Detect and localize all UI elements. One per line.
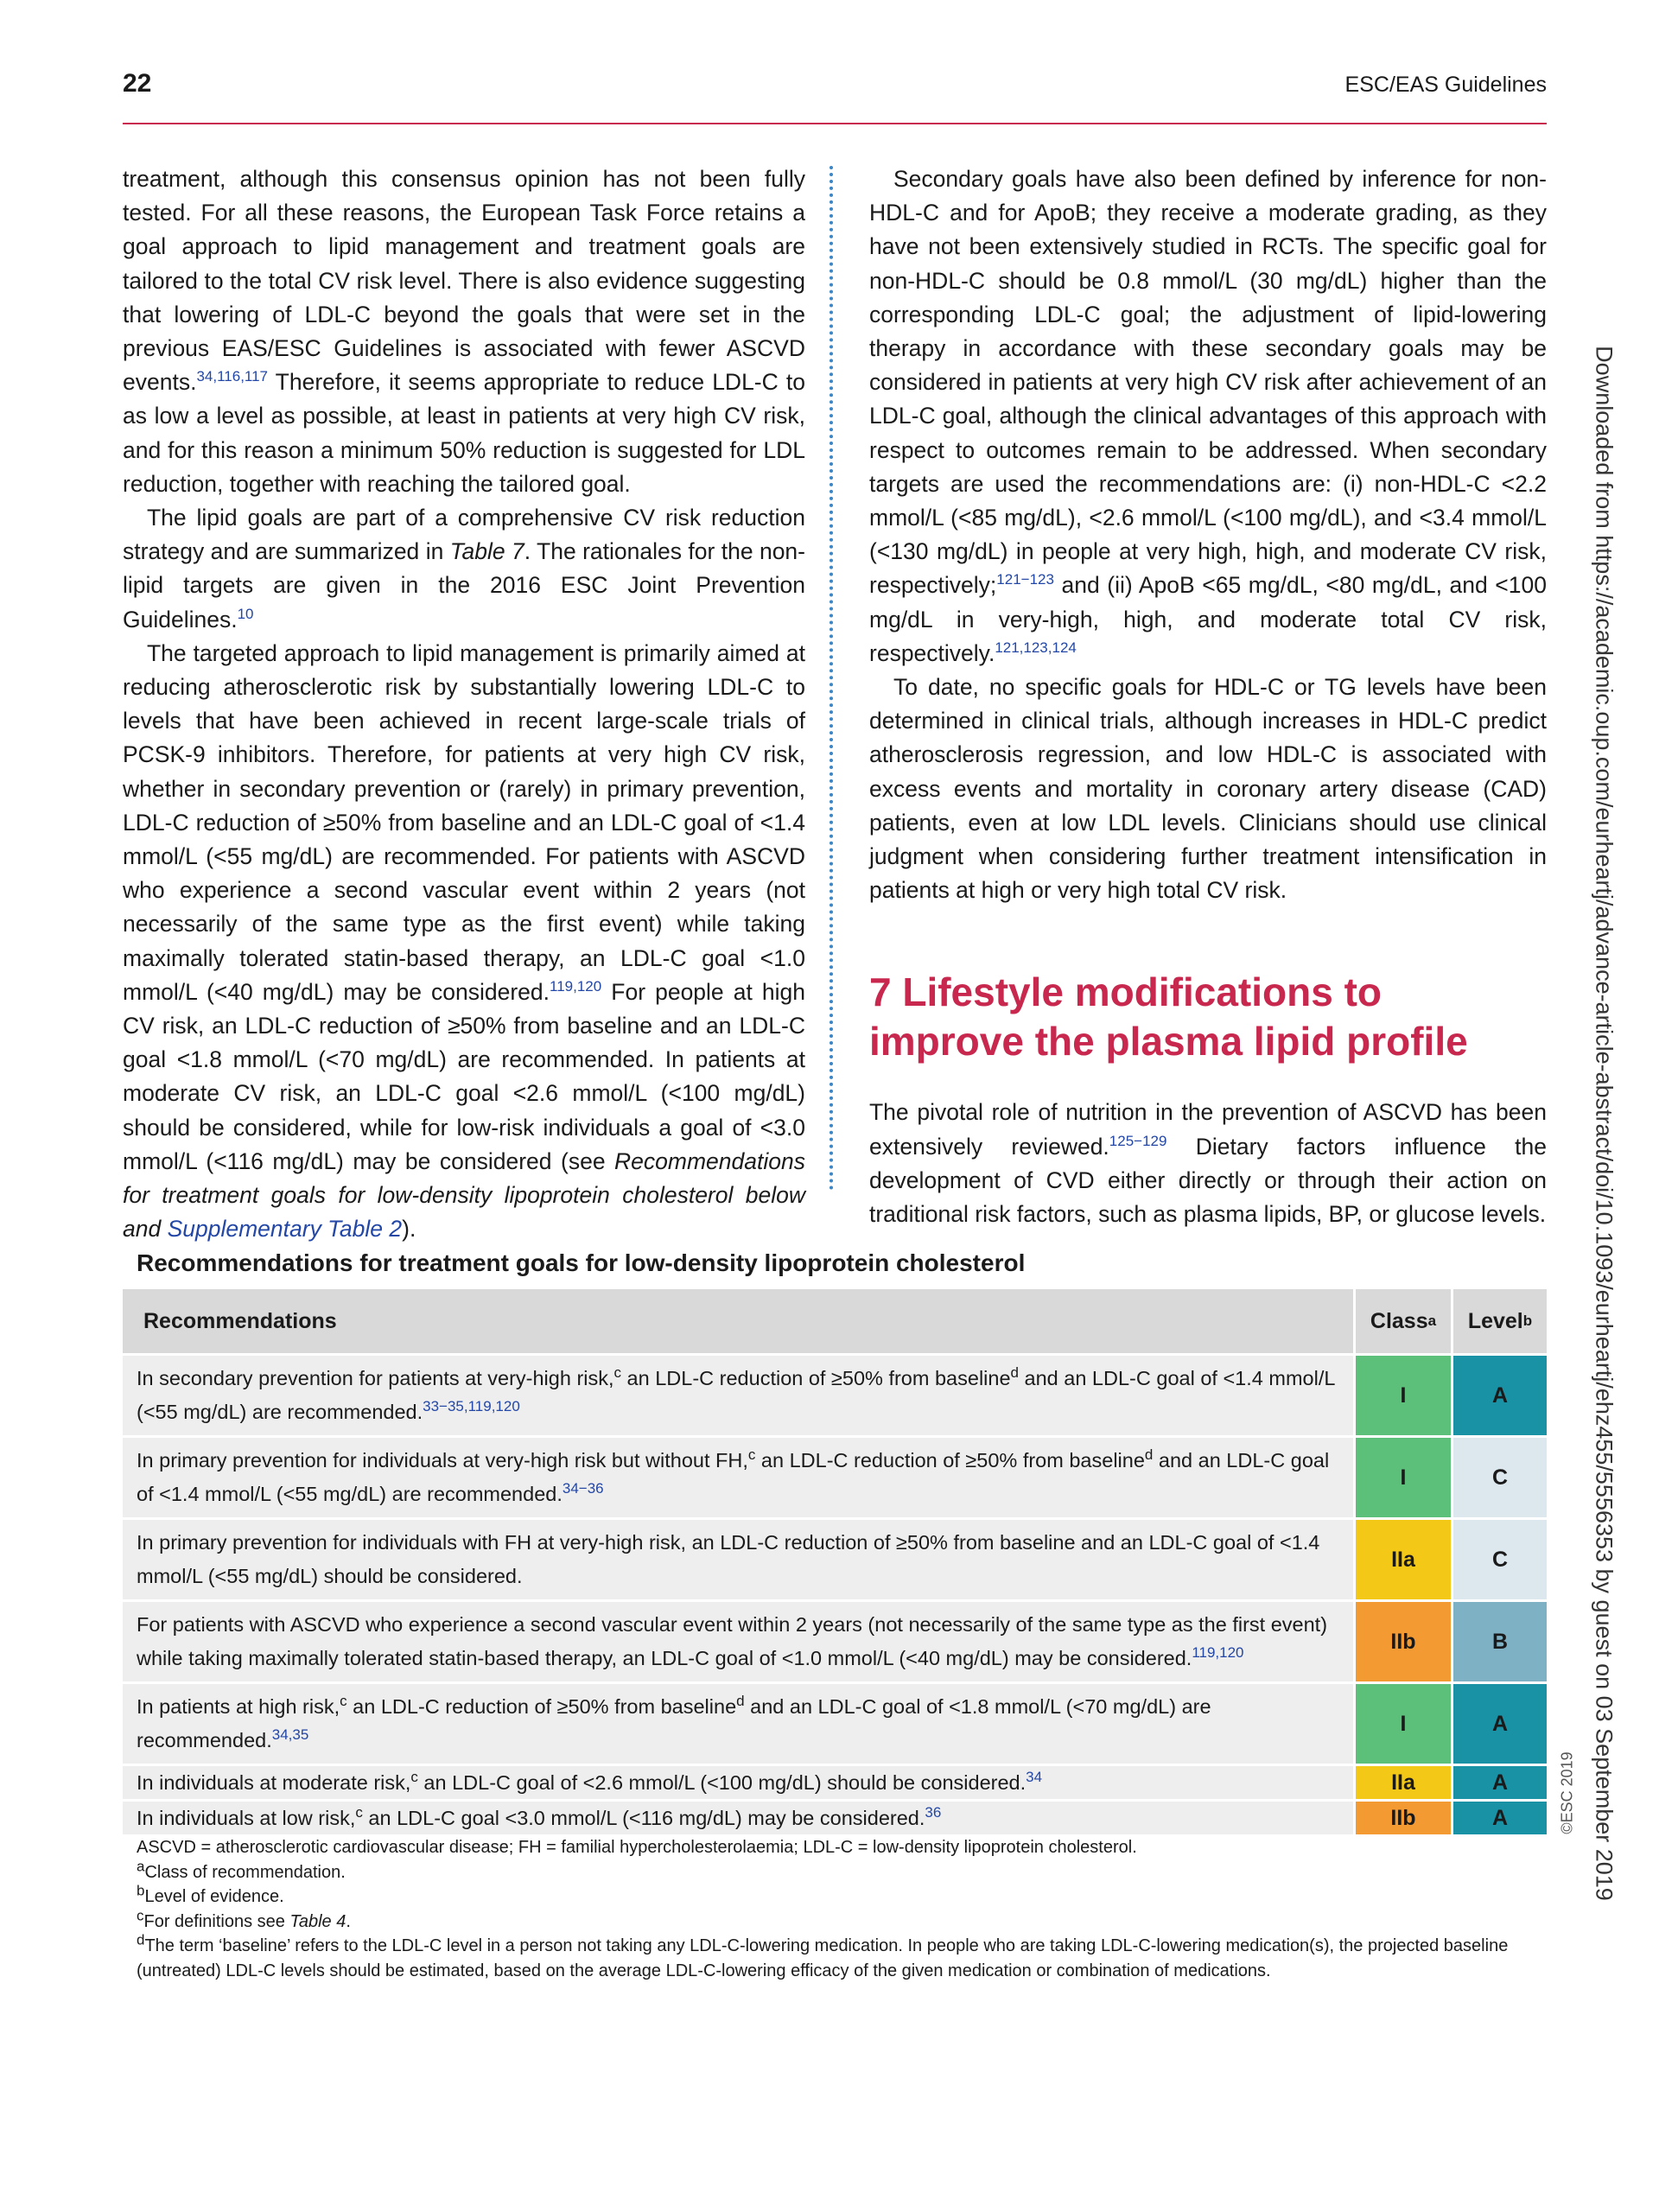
citation[interactable]: 33−35,119,120 (423, 1398, 520, 1415)
footnote-marker: c (613, 1364, 622, 1382)
row-text: an LDL-C goal <3.0 mmol/L (<116 mg/dL) may be considered. (362, 1807, 925, 1829)
footnote-marker: c (355, 1804, 363, 1821)
header-recommendations: Recommendations (143, 1308, 337, 1333)
footnote-d (137, 1931, 1536, 1983)
row-text: an LDL-C reduction of ≥50% from baseline (346, 1695, 737, 1718)
left-column (123, 162, 805, 1247)
paragraph-text: For people at high CV risk, an LDL-C reduction of ≥50% from baseline and an LDL-C goal <1.8 mmol/L (<70 mg/dL) are recommended. In patients at moderate CV risk, an LDL-C goal <2.6 mmol/L (<100 mg/dL) should be considered, while for low-risk individuals a goal of <3.0 mmol/L (<116 mg/dL) may be considered (see (123, 978, 806, 1174)
footnote-marker: d (736, 1693, 745, 1710)
citation[interactable]: 36 (925, 1804, 942, 1821)
citation[interactable]: 119,120 (1192, 1644, 1244, 1662)
footnote-marker: c (340, 1693, 347, 1710)
row-text: an LDL-C goal of <2.6 mmol/L (<100 mg/dL) should be considered. (417, 1771, 1027, 1794)
right-column (869, 162, 1547, 1231)
row-text: In secondary prevention for patients at very-high risk, (137, 1367, 614, 1389)
header-level: Level b (1451, 1289, 1547, 1353)
paragraph-text: The targeted approach to lipid management is primarily aimed at reducing atherosclerotic risk by substantially lowering LDL-C to levels that have been achieved in recent large-scale trials of PCSK-9 inhibitors. Therefore, for patients at very high CV risk, whether in secondary prevention or (rarely) in primary prevention, LDL-C reduction of ≥50% from baseline and an LDL-C goal of <1.4 mmol/L (<55 mg/dL) are recommended. For patients with ASCVD who experience a second vascular event within 2 years (not necessarily of the same type as the first event) while taking maximally tolerated statin-based therapy, an LDL-C goal <1.0 mmol/L (<40 mg/dL) may be considered. (123, 639, 805, 1005)
level-badge: C (1451, 1520, 1547, 1599)
level-badge: A (1451, 1684, 1547, 1764)
footnote-text: . (346, 1911, 351, 1931)
footnote-marker: d (1010, 1364, 1019, 1382)
header-level-label: Level (1467, 1308, 1523, 1333)
footnote-a (137, 1857, 1536, 1885)
class-badge: IIa (1353, 1520, 1451, 1599)
paragraph-text: ). (402, 1216, 416, 1243)
table-row (123, 1802, 1547, 1837)
paragraph-text: Therefore, it seems appropriate to reduce LDL-C to as low a level as possible, at least in patients at very high CV risk, and for this reason a minimum 50% reduction is suggested for LDL reduction, together with reaching the tailored goal. (123, 369, 805, 497)
row-text: and an LDL-C goal of <1.4 mmol/L (<55 mg/dL) are recommended. (137, 1367, 1335, 1423)
row-text: In individuals at low risk, (137, 1807, 356, 1829)
paragraph: To date, no specific goals for HDL-C or TG levels have been determined in clinical trials, although increases in HDL-C predict atherosclerosis regression, and low HDL-C is associated with excess events and mortality in coronary artery disease (CAD) patients, even at low LDL levels. Clinicians should use clinical judgment when considering further treatment intensification in patients at high or very high total CV risk. (869, 674, 1547, 904)
table-row (123, 1684, 1547, 1766)
footnote-b (137, 1882, 1536, 1910)
row-text: In primary prevention for individuals at very-high risk but without FH, (137, 1449, 748, 1471)
recommendation-text (123, 1438, 1353, 1517)
footnote-text: Level of evidence. (144, 1887, 284, 1906)
recommendation-text (123, 1602, 1353, 1681)
footnote-marker: b (137, 1882, 145, 1899)
download-text: Downloaded from https://academic.oup.com/eurheartj/advance-article-abstract/doi/10.1093/eurheartj/ehz455/5556353 by guest on 03 September 2019 (1591, 346, 1618, 1901)
page-number: 22 (123, 69, 152, 98)
paragraph-text: Secondary goals have also been defined by inference for non-HDL-C and for ApoB; they receive a moderate grading, as they have not been extensively studied in RCTs. The specific goal for non-HDL-C should be 0.8 mmol/L (30 mg/dL) higher than the corresponding LDL-C goal; the adjustment of lipid-lowering therapy in accordance with these secondary goals may be considered in patients at very high CV risk after achievement of an LDL-C goal, although the clinical advantages of this approach with respect to outcomes remain to be addressed. When secondary targets are used the recommendations are: (i) non-HDL-C <2.2 mmol/L (<85 mg/dL), <2.6 mmol/L (<100 mg/dL), and <3.4 mmol/L (<130 mg/dL) in people at very high, high, and moderate CV risk, respectively; (869, 166, 1547, 599)
footnote-marker: d (1144, 1446, 1154, 1464)
citation[interactable]: 121−123 (996, 571, 1054, 588)
recommendations-title: Recommendations for treatment goals for low-density lipoprotein cholesterol (137, 1249, 1026, 1276)
row-text: In individuals at moderate risk, (137, 1771, 411, 1794)
running-title: ESC/EAS Guidelines (1344, 73, 1547, 97)
table-row (123, 1438, 1547, 1520)
table-reference[interactable]: Table 4 (289, 1911, 346, 1931)
row-text: For patients with ASCVD who experience a second vascular event within 2 years (not necessarily of the same type as the first event) while taking maximally tolerated statin-based therapy, an LDL-C goal of <1.0 mmol/L (<40 mg/dL) may be considered. (137, 1613, 1328, 1669)
footnote-marker: d (137, 1931, 145, 1948)
citation[interactable]: 119,120 (550, 978, 602, 995)
footnote-marker: c (410, 1769, 418, 1786)
class-badge: IIb (1353, 1602, 1451, 1681)
row-text: In patients at high risk, (137, 1695, 340, 1718)
recommendation-text (123, 1802, 1353, 1834)
table-reference[interactable]: Table 7 (449, 538, 524, 565)
copyright-text: ©ESC 2019 (1558, 1751, 1576, 1834)
paragraph (123, 162, 805, 501)
row-text: In primary prevention for individuals with FH at very-high risk, an LDL-C reduction of ≥50% from baseline and an LDL-C goal of <1.4 mmol/L (<55 mg/dL) should be considered. (137, 1531, 1320, 1587)
header-rule (123, 123, 1547, 124)
level-badge: B (1451, 1602, 1547, 1681)
level-badge: C (1451, 1438, 1547, 1517)
footnotes (137, 1835, 1536, 1983)
recommendation-text (123, 1520, 1353, 1599)
footnote-text: For definitions see (143, 1911, 290, 1931)
class-badge: I (1353, 1356, 1451, 1435)
paragraph-text: and (ii) ApoB <65 mg/dL, <80 mg/dL, and <100 mg/dL in very-high, high, and moderate total CV risk, respectively. (869, 572, 1547, 666)
recommendations-table (123, 1289, 1547, 1837)
column-divider (830, 166, 833, 1191)
abbreviations: ASCVD = atherosclerotic cardiovascular disease; FH = familial hypercholesterolaemia; LDL-C = low-density lipoprotein cholesterol. (137, 1838, 1137, 1857)
class-badge: IIb (1353, 1802, 1451, 1834)
footnote-marker: c (137, 1906, 144, 1923)
citation[interactable]: 34,35 (271, 1726, 309, 1744)
class-badge: I (1353, 1684, 1451, 1764)
footnote-c (137, 1906, 1536, 1935)
section-heading: 7 Lifestyle modifications to improve the plasma lipid profile (869, 969, 1468, 1065)
paragraph-text: treatment, although this consensus opinion has not been fully tested. For all these reasons, the European Task Force retains a goal approach to lipid management and treatment goals are tailored to the total CV risk level. There is also evidence suggesting that lowering of LDL-C beyond the goals that were set in the previous EAS/ESC Guidelines is associated with fewer ASCVD events. (123, 166, 805, 396)
level-badge: A (1451, 1356, 1547, 1435)
row-text: and an LDL-C goal of <1.8 mmol/L (<70 mg/dL) are recommended. (137, 1695, 1211, 1751)
paragraph (123, 637, 805, 1247)
table-row (123, 1766, 1547, 1802)
header-class-label: Class (1370, 1308, 1428, 1333)
recommendation-text (123, 1356, 1353, 1435)
class-badge: I (1353, 1438, 1451, 1517)
citation[interactable]: 34 (1026, 1769, 1043, 1786)
row-text: an LDL-C reduction of ≥50% from baseline (755, 1449, 1145, 1471)
paragraph-text: The lipid goals are part of a comprehensive CV risk reduction strategy and are summarized in (123, 505, 805, 565)
esc-copyright (1557, 1728, 1578, 1858)
footnote-text: The term ‘baseline’ refers to the LDL-C level in a person not taking any LDL-C-lowering medication. In people who are taking LDL-C-lowering medication(s), the projected baseline (untreated) LDL-C levels should be estimated, based on the average LDL-C-lowering efficacy of the given medication or combination of medications. (137, 1936, 1509, 1980)
recommendation-text (123, 1766, 1353, 1799)
footnote-marker: c (747, 1446, 756, 1464)
paragraph (869, 1096, 1547, 1231)
header-class: Class a (1353, 1289, 1451, 1353)
citation[interactable]: 10 (237, 605, 254, 622)
footnote-text: Class of recommendation. (144, 1862, 346, 1882)
table-header (123, 1289, 1547, 1356)
paragraph-text: Dietary factors influence the development of CVD either directly or through their action on traditional risk factors, such as plasma lipids, BP, or glucose levels. (869, 1133, 1547, 1228)
row-text: an LDL-C reduction of ≥50% from baseline (621, 1367, 1011, 1389)
download-watermark (1580, 346, 1628, 1901)
row-text: and an LDL-C goal of <1.4 mmol/L (<55 mg/dL) are recommended. (137, 1449, 1330, 1505)
level-badge: A (1451, 1802, 1547, 1834)
paragraph (123, 501, 805, 637)
supplementary-table-link[interactable]: Supplementary Table 2 (167, 1216, 403, 1243)
class-badge: IIa (1353, 1766, 1451, 1799)
citation[interactable]: 125−129 (1109, 1132, 1167, 1149)
citation[interactable]: 34−36 (562, 1480, 604, 1497)
citation[interactable]: 34,116,117 (196, 368, 269, 385)
recommendation-text (123, 1684, 1353, 1764)
paragraph-text: . The rationales for the non-lipid targets are given in the 2016 ESC Joint Prevention Guidelines. (123, 538, 805, 632)
citation[interactable]: 121,123,124 (995, 639, 1077, 657)
table-row (123, 1356, 1547, 1438)
table-row (123, 1520, 1547, 1602)
paragraph-text: The pivotal role of nutrition in the prevention of ASCVD has been extensively reviewed. (869, 1099, 1547, 1160)
italic-reference: Recommendations for treatment goals for low-density lipoprotein cholesterol below and (123, 1147, 805, 1243)
level-badge: A (1451, 1766, 1547, 1799)
table-row (123, 1602, 1547, 1684)
paragraph (869, 162, 1547, 671)
footnote-marker: a (137, 1857, 145, 1874)
